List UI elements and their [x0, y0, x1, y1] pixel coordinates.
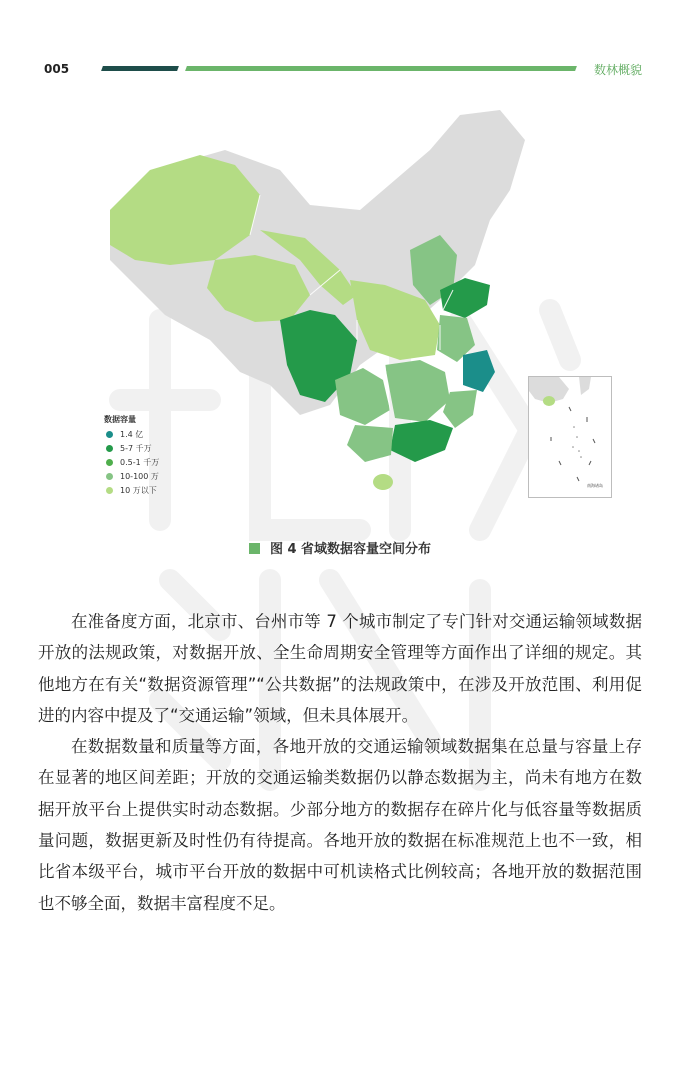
legend-dot [106, 473, 113, 480]
legend-item [104, 471, 159, 482]
legend-label: 5-7 千万 [120, 444, 152, 453]
map-region-guangxi [347, 425, 393, 462]
map-region-hunan-jiangxi [385, 360, 450, 422]
page-number: 005 [44, 62, 70, 76]
legend-dot [106, 431, 113, 438]
paragraph: 在准备度方面，北京市、台州市等 7 个城市制定了专门针对交通运输领域数据开放的法规政策，对数据开放、全生命周期安全管理等方面作出了详细的规定。其他地方在有关“数据资源管理”“公共数据”的法规政策中，在涉及开放范围、利用促进的内容中提及了“交通运输”领域，但未具体展开。 [38, 612, 642, 725]
caption-text: 图 4 省域数据容量空间分布 [269, 542, 432, 557]
header-bar-dark [101, 66, 179, 71]
map-region-guangdong [390, 420, 453, 462]
legend-dot [106, 459, 113, 466]
figure-caption [0, 538, 680, 557]
map-legend [104, 414, 159, 499]
map-region-guizhou [335, 368, 390, 425]
legend-item [104, 443, 159, 454]
header-bar-green [185, 66, 577, 71]
caption-square-icon [249, 543, 260, 554]
legend-item [104, 457, 159, 468]
legend-item [104, 429, 159, 440]
legend-label: 0.5-1 千万 [120, 458, 160, 467]
legend-title: 数据容量 [104, 415, 136, 424]
body-text [38, 606, 642, 919]
map-region-hainan [373, 474, 393, 490]
paragraph: 在数据数量和质量等方面，各地开放的交通运输领域数据集在总量与容量上存在显著的地区间差距；开放的交通运输类数据仍以静态数据为主，尚未有地方在数据开放平台上提供实时动态数据。少部分地方的数据存在碎片化与低容量等数据质量问题，数据更新及时性仍有待提高。各地开放的数据在标准规范上也不一致，相比省本级平台，城市平台开放的数据中可机读格式比例较高；各地开放的数据范围也不够全面，数据丰富程度不足。 [38, 737, 642, 913]
legend-label: 10-100 万 [120, 472, 159, 481]
map-region-zhejiang [463, 350, 495, 392]
south-china-sea-inset [528, 376, 612, 498]
inset-map [529, 377, 611, 497]
legend-label: 1.4 亿 [120, 430, 144, 439]
section-title: 数林概貌 [593, 63, 642, 77]
legend-dot [106, 487, 113, 494]
legend-label: 10 万以下 [120, 486, 157, 495]
legend-dot [106, 445, 113, 452]
inset-label: 南海诸岛 [587, 483, 603, 488]
legend-item [104, 485, 159, 496]
